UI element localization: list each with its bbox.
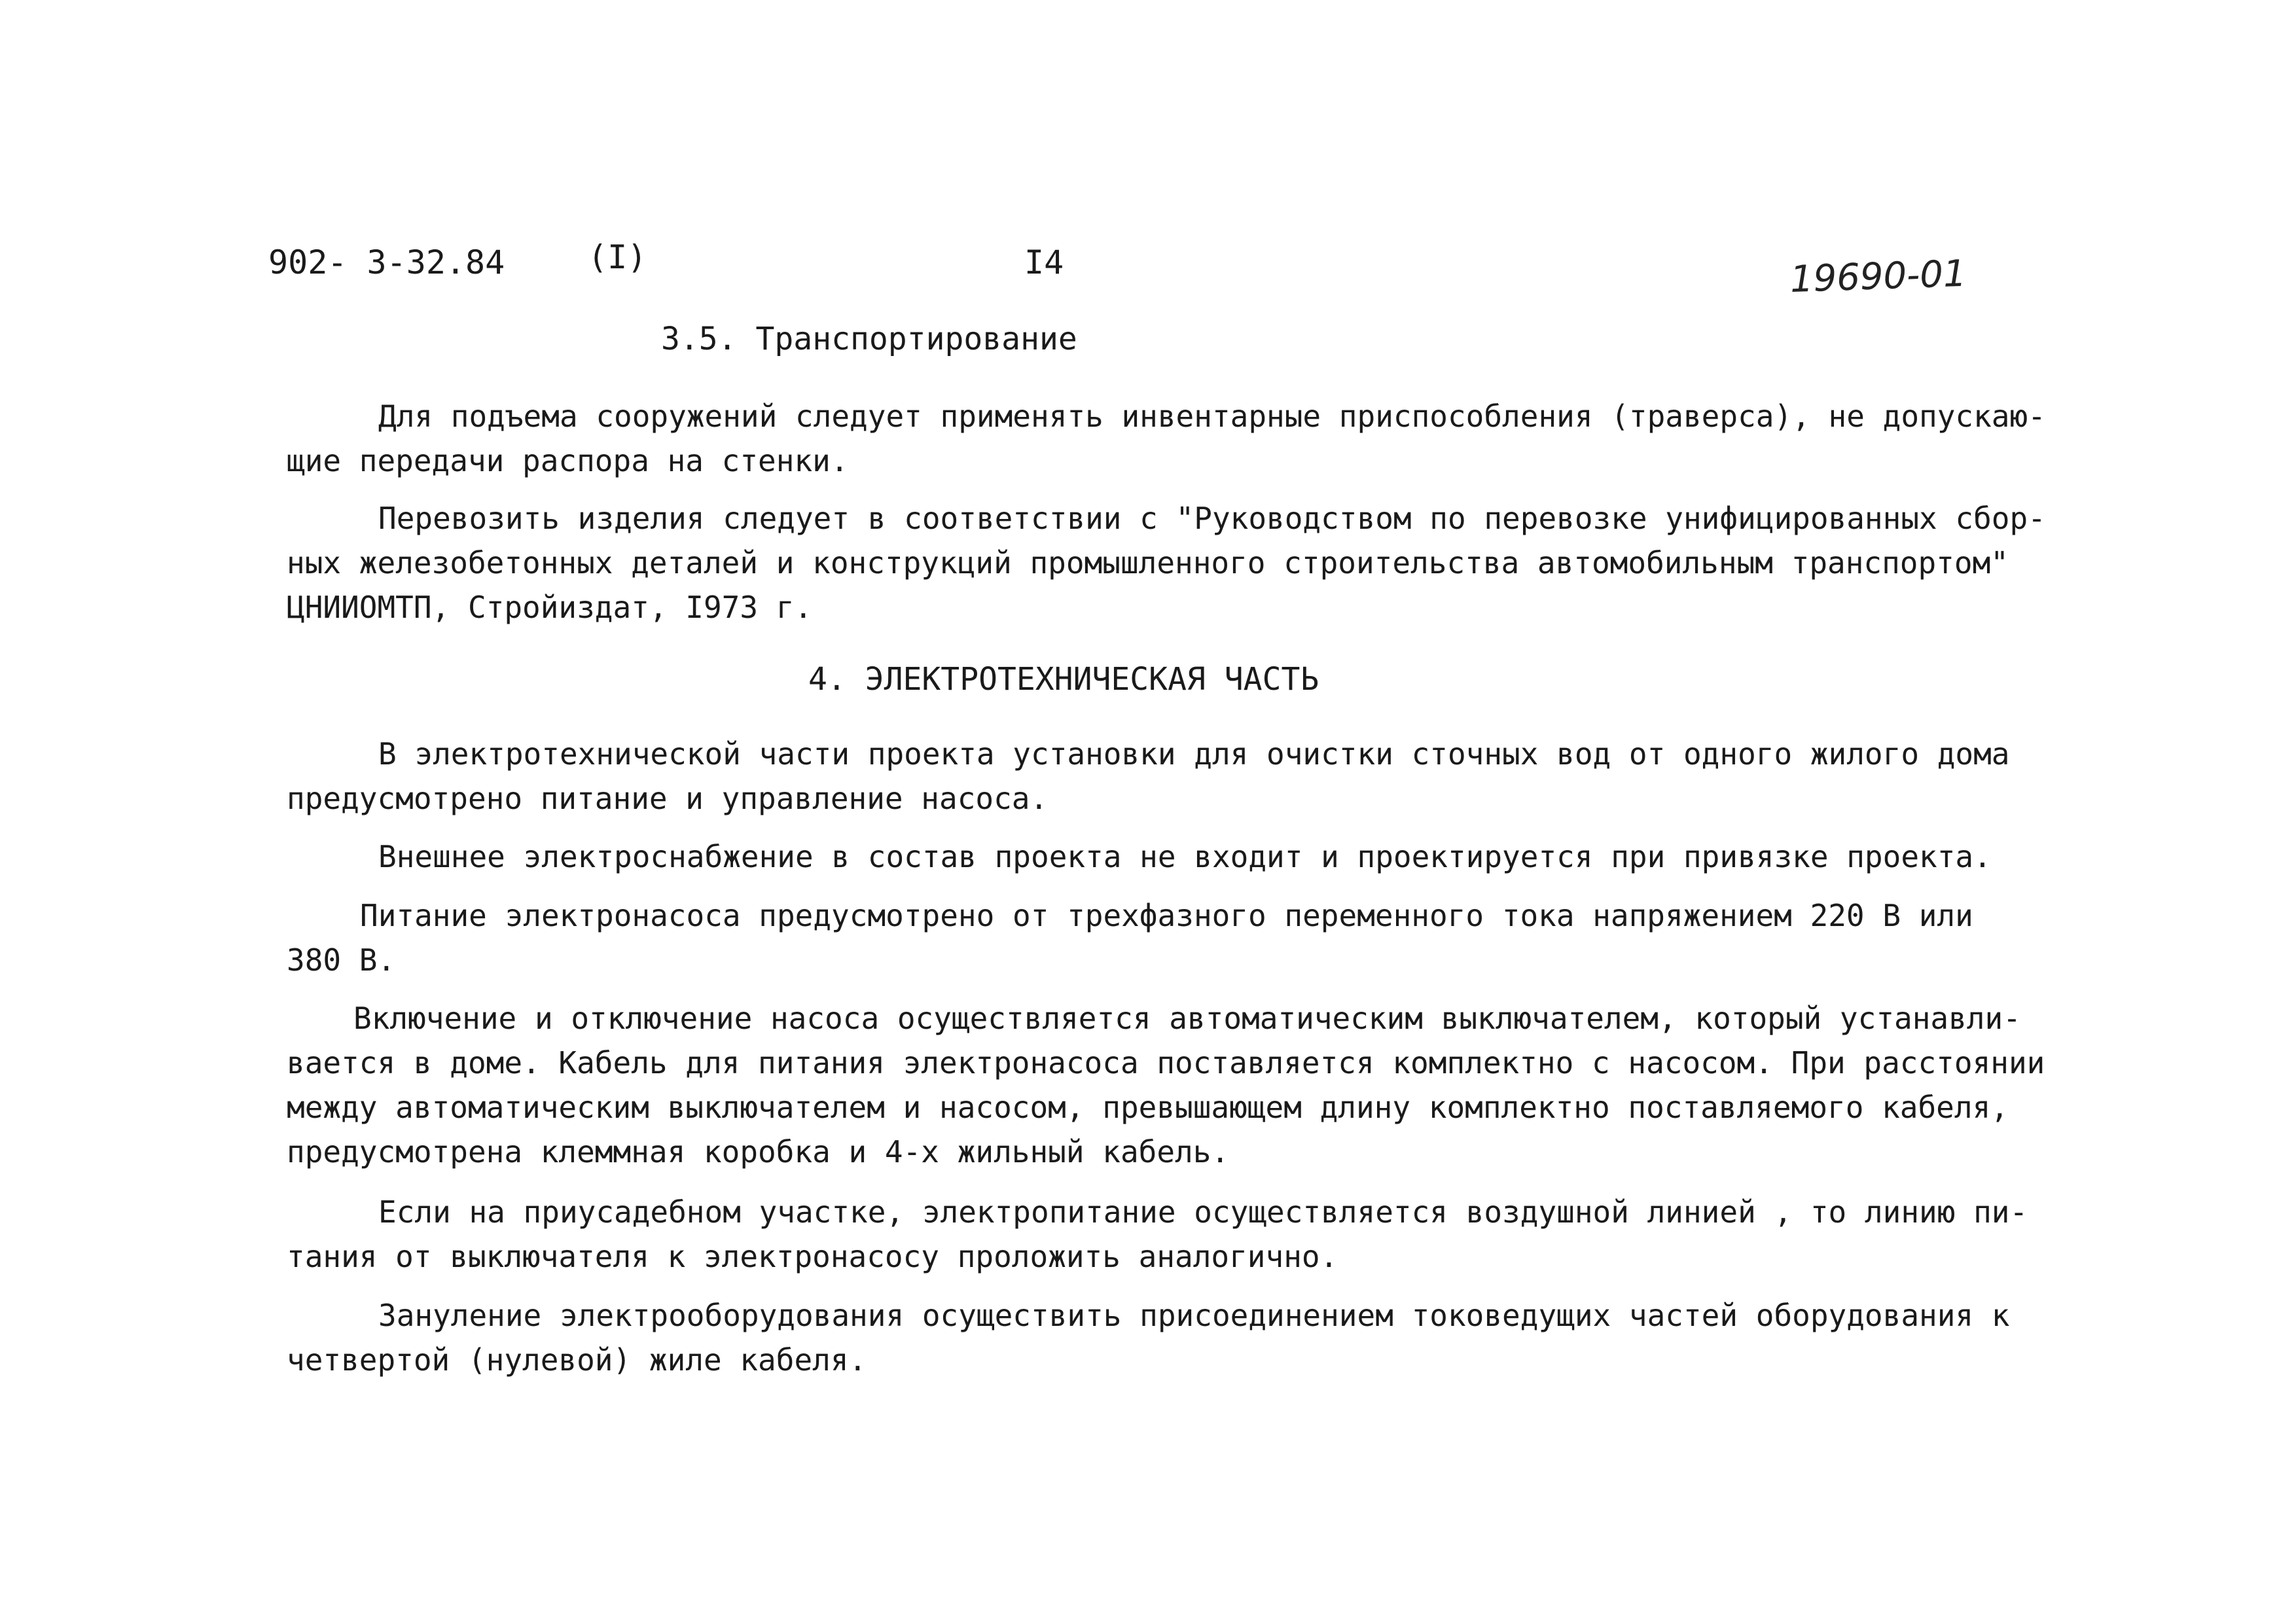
page-number: I4 (1024, 243, 1064, 281)
paragraph-line: Включение и отключение насоса осуществляется автоматическим выключателем, который устанавли- (353, 1001, 2021, 1036)
paragraph-line: тания от выключателя к электронасосу проложить аналогично. (287, 1239, 1338, 1274)
paragraph (287, 893, 2054, 982)
paragraph-line: Если на приусадебном участке, электропитание осуществляется воздушной линией , то линию пи- (378, 1194, 2028, 1230)
paragraph-line: предусмотрено питание и управление насоса. (287, 781, 1049, 816)
paragraph-line: предусмотрена клеммная коробка и 4-х жильный кабель. (287, 1134, 1230, 1169)
section-3-5-title: 3.5. Транспортирование (661, 321, 1077, 357)
paragraph (287, 394, 2054, 483)
paragraph-line: Питание электронасоса предусмотрено от трехфазного переменного тока напряжением 220 В или (360, 898, 1973, 933)
paragraph-line: 380 В. (287, 942, 396, 978)
paragraph (287, 732, 2054, 821)
document-code: 902- 3-32.84 (268, 243, 505, 281)
paragraph-line: ЦНИИОМТП, Стройиздат, I973 г. (287, 590, 813, 625)
paragraph-line: Для подъема сооружений следует применять инвентарные приспособления (траверса), не допускаю- (378, 399, 2046, 434)
handwritten-inventory-number: 19690-01 (1789, 252, 1967, 301)
paragraph (287, 996, 2054, 1174)
paragraph-line: В электротехнической части проекта установки для очистки сточных вод от одного жилого дома (378, 736, 2010, 772)
paragraph (287, 1293, 2054, 1382)
paragraph-line: Зануление электрооборудования осуществить присоединением токоведущих частей оборудования к (378, 1298, 2010, 1333)
paragraph (287, 834, 2054, 879)
paragraph-line: Перевозить изделия следует в соответствии с "Руководством по перевозке унифицированных сбор- (378, 501, 2046, 536)
paragraph-line: между автоматическим выключателем и насосом, превышающем длину комплектно поставляемого кабеля, (287, 1090, 2009, 1125)
paragraph-line: вается в доме. Кабель для питания электронасоса поставляется комплектно с насосом. При расстоянии (287, 1045, 2045, 1080)
paragraph-line: щие передачи распора на стенки. (287, 443, 849, 478)
paragraph (287, 496, 2054, 630)
paragraph (287, 1190, 2054, 1279)
volume-number: (I) (588, 238, 647, 276)
paragraph-line: четвертой (нулевой) жиле кабеля. (287, 1342, 867, 1378)
paragraph-line: ных железобетонных деталей и конструкций промышленного строительства автомобильным транспортом" (287, 545, 2009, 580)
section-4-title: 4. ЭЛЕКТРОТЕХНИЧЕСКАЯ ЧАСТЬ (808, 661, 1319, 698)
paragraph-line: Внешнее электроснабжение в состав проекта не входит и проектируется при привязке проекта. (378, 839, 1992, 874)
